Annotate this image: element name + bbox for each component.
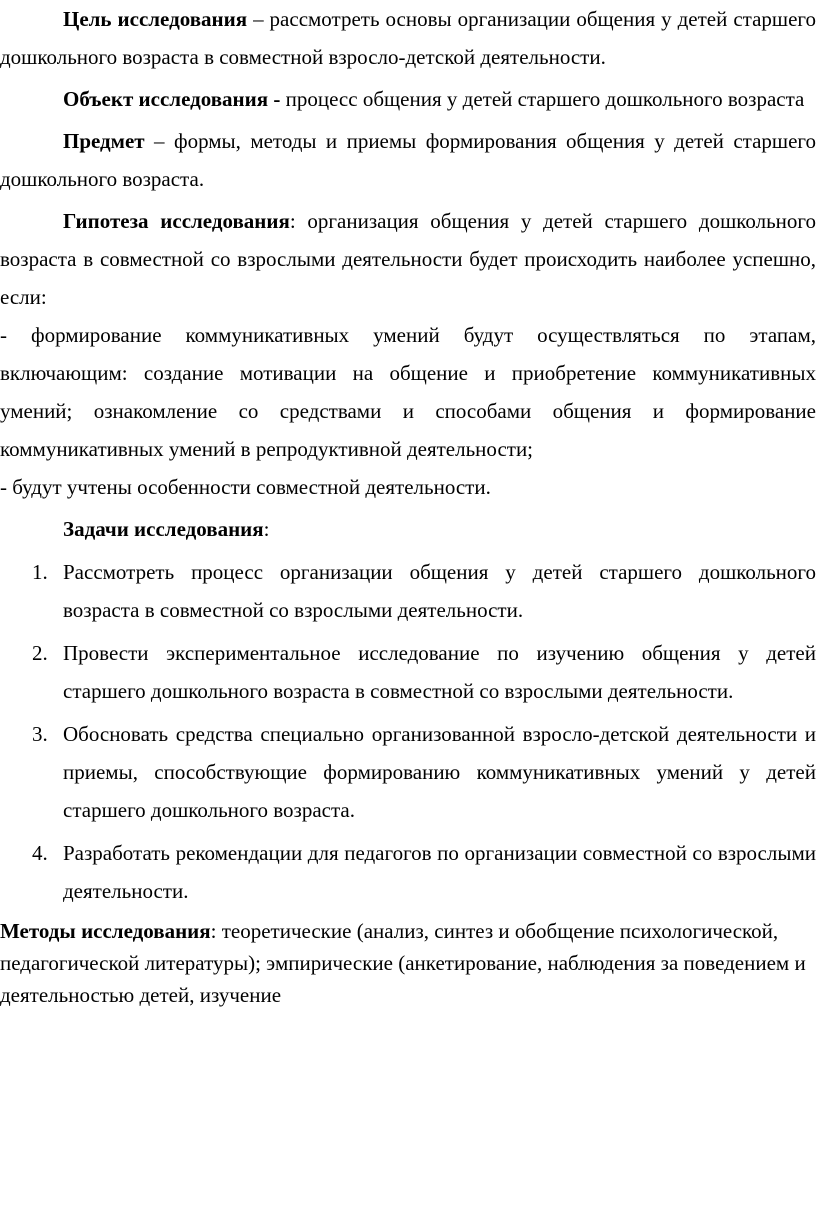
task-text: Провести экспериментальное исследование по изучению общения у детей старшего дошкольного возраста в совместной со взрослыми деятельности.: [63, 641, 816, 703]
hypothesis-text: : организация общения у детей старшего дошкольного возраста в совместной со взрослыми деятельности будет происходить наиболее успешно, если:: [0, 209, 816, 309]
hypothesis-label: Гипотеза исследования: [63, 209, 290, 233]
research-object-label: Объект исследования -: [63, 87, 281, 111]
research-goal-label: Цель исследования: [63, 7, 248, 31]
hypothesis-condition-1: - формирование коммуникативных умений будут осуществляться по этапам, включающим: создание мотивации на общение и приобретение коммуникативных умений; ознакомление со средствами и способами общения и формирование коммуникативных умений в репродуктивной деятельности;: [0, 323, 816, 461]
research-goal-paragraph: [0, 0, 816, 76]
research-goal-text: – рассмотреть основы организации общения у детей старшего дошкольного возраста в совместной взросло-детской деятельности.: [0, 7, 816, 69]
task-text: Рассмотреть процесс организации общения у детей старшего дошкольного возраста в совместной со взрослыми деятельности.: [63, 560, 816, 622]
tasks-label: Задачи исследования: [63, 517, 264, 541]
tasks-list: [0, 553, 816, 910]
task-number: 3.: [32, 722, 48, 746]
task-item-2: [0, 634, 816, 710]
task-text: Обосновать средства специально организованной взросло-детской деятельности и приемы, способствующие формированию коммуникативных умений у детей старшего дошкольного возраста.: [63, 722, 816, 822]
hypothesis-paragraph: [0, 202, 816, 316]
tasks-heading: [0, 510, 816, 548]
research-object-paragraph: [0, 80, 816, 118]
task-text: Разработать рекомендации для педагогов по организации совместной со взрослыми деятельности.: [63, 841, 816, 903]
research-subject-text: – формы, методы и приемы формирования общения у детей старшего дошкольного возраста.: [0, 129, 816, 191]
methods-label: Методы исследования: [0, 919, 211, 943]
tasks-colon: :: [263, 517, 270, 541]
task-item-1: [0, 553, 816, 629]
methods-paragraph: [0, 915, 816, 1011]
hypothesis-condition-2: - будут учтены особенности совместной деятельности.: [0, 475, 491, 499]
task-number: 1.: [32, 560, 48, 584]
methods-text: : теоретические (анализ, синтез и обобщение психологической, педагогической литературы); эмпирические (анкетирование, наблюдения за поведением и деятельностью детей, изучение: [0, 919, 806, 1007]
research-object-text: процесс общения у детей старшего дошкольного возраста: [280, 87, 805, 111]
task-number: 4.: [32, 841, 48, 865]
task-item-3: [0, 715, 816, 829]
research-subject-label: Предмет: [63, 129, 145, 153]
research-subject-paragraph: [0, 122, 816, 198]
task-item-4: [0, 834, 816, 910]
task-number: 2.: [32, 641, 48, 665]
